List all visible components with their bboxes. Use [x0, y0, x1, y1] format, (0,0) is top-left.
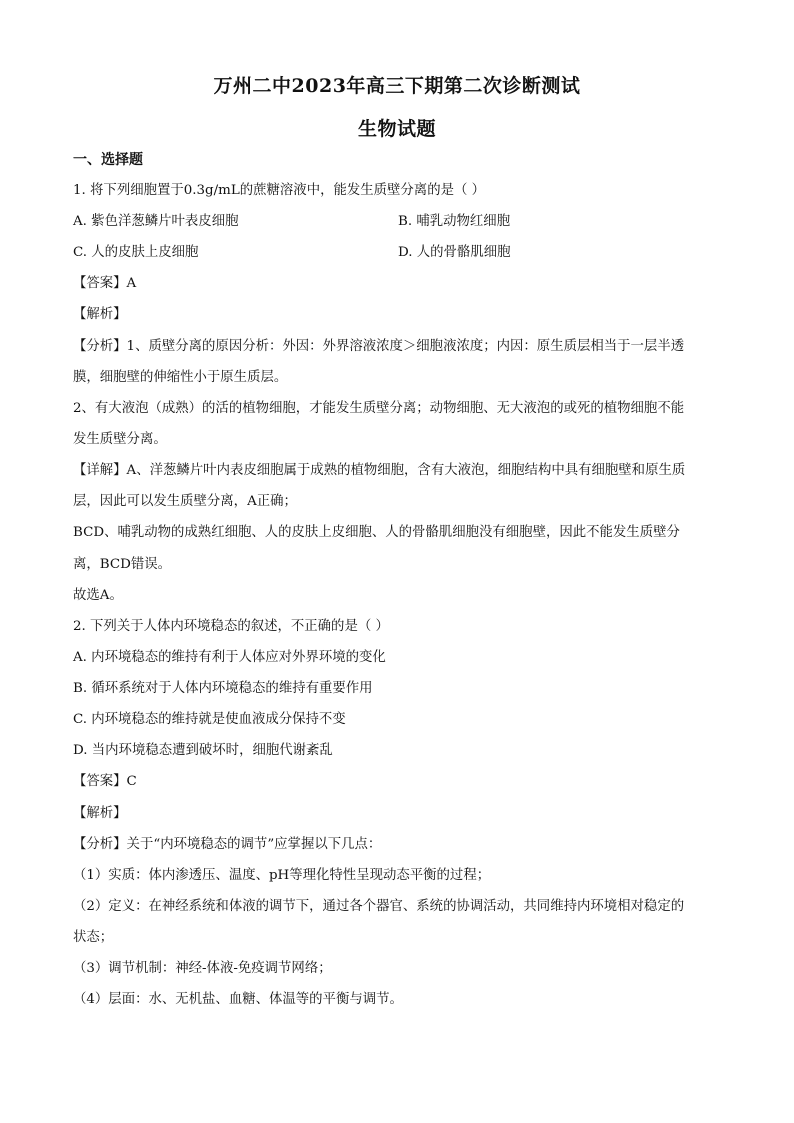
question-2-analysis-line: （4）层面：水、无机盐、血糖、体温等的平衡与调节。 — [73, 992, 403, 1007]
question-2-stem: 2. 下列关于人体内环境稳态的叙述，不正确的是（ ） — [73, 619, 389, 634]
question-1-analysis-line: 2、有大液泡（成熟）的活的植物细胞，才能发生质壁分离；动物细胞、无大液泡的或死的植物细胞不能 — [73, 401, 685, 416]
page-subtitle: 生物试题 — [357, 118, 436, 140]
question-2-analysis-label: 【解析】 — [73, 806, 127, 821]
question-1-analysis-label: 【解析】 — [73, 307, 127, 322]
question-1-conclusion: 故选A。 — [73, 588, 123, 603]
question-1-detail-line: 层，因此可以发生质壁分离，A正确； — [73, 494, 297, 509]
question-1-option-c: C. 人的皮肤上皮细胞 — [73, 245, 199, 260]
question-1-option-b: B. 哺乳动物红细胞 — [398, 214, 511, 229]
question-2-analysis-line: （2）定义：在神经系统和体液的调节下，通过各个器官、系统的协调活动，共同维持内环境相对稳定的 — [73, 899, 685, 914]
question-2-analysis-line: 状态； — [73, 930, 114, 945]
question-1-analysis-line: 发生质壁分离。 — [73, 432, 167, 447]
question-1-analysis-line: 【分析】1、质壁分离的原因分析：外因：外界溶液浓度＞细胞液浓度；内因：原生质层相当于一层半透 — [73, 339, 685, 354]
question-1-option-d: D. 人的骨骼肌细胞 — [398, 245, 511, 260]
question-1-detail-line: 离，BCD错误。 — [73, 557, 172, 572]
question-1-stem: 1. 将下列细胞置于0.3g/mL的蔗糖溶液中，能发生质壁分离的是（ ） — [73, 183, 486, 198]
question-1-analysis-line: 膜，细胞壁的伸缩性小于原生质层。 — [73, 370, 288, 385]
question-2-analysis-line: （3）调节机制：神经-体液-免疫调节网络； — [73, 961, 332, 976]
question-2-option-b: B. 循环系统对于人体内环境稳态的维持有重要作用 — [73, 681, 373, 696]
question-1-detail-line: 【详解】A、洋葱鳞片叶内表皮细胞属于成熟的植物细胞，含有大液泡，细胞结构中具有细胞壁和原生质 — [73, 463, 686, 478]
question-2-answer: 【答案】C — [73, 774, 137, 789]
question-1-option-a: A. 紫色洋葱鳞片叶表皮细胞 — [73, 214, 239, 229]
question-2-option-d: D. 当内环境稳态遭到破坏时，细胞代谢紊乱 — [73, 743, 333, 758]
question-2-analysis-line: 【分析】关于“内环境稳态的调节”应掌握以下几点： — [73, 837, 382, 852]
question-2-option-a: A. 内环境稳态的维持有利于人体应对外界环境的变化 — [73, 650, 386, 665]
question-2-option-c: C. 内环境稳态的维持就是使血液成分保持不变 — [73, 712, 346, 727]
section-heading: 一、选择题 — [73, 152, 143, 168]
question-1-detail-line: BCD、哺乳动物的成熟红细胞、人的皮肤上皮细胞、人的骨骼肌细胞没有细胞壁，因此不能发生质壁分 — [73, 525, 680, 540]
question-1-answer: 【答案】A — [73, 276, 137, 291]
question-2-analysis-line: （1）实质：体内渗透压、温度、pH等理化特性呈现动态平衡的过程； — [73, 868, 491, 883]
page-title: 万州二中2023年高三下期第二次诊断测试 — [213, 75, 581, 97]
